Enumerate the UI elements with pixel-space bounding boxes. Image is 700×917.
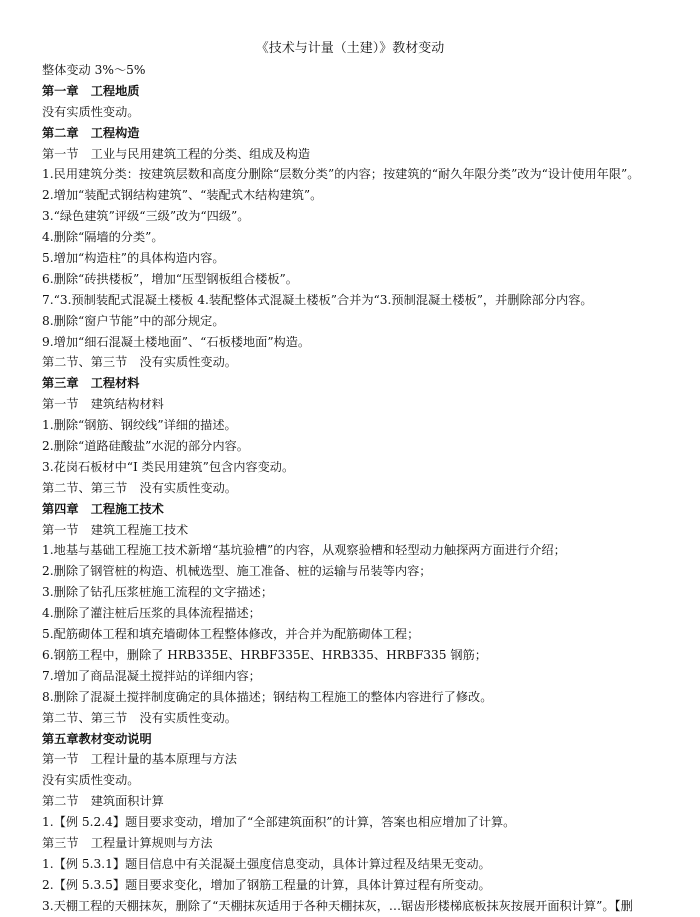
text-line: 6.钢筋工程中，删除了 HRB335E、HRBF335E、HRB335、HRBF335 钢筋； [42, 647, 487, 662]
text-line: 1.地基与基础工程施工技术新增“基坑验槽”的内容，从观察验槽和轻型动力触探两方面进行介绍； [42, 543, 566, 558]
section-heading: 第四章 工程施工技术 [42, 501, 164, 516]
text-line: 1.【例 5.2.4】题目要求变动，增加了“全部建筑面积”的计算，答案也相应增加了计算。 [42, 815, 516, 830]
text-line: 第二节、第三节 没有实质性变动。 [42, 480, 237, 495]
text-line: 第一节 工业与民用建筑工程的分类、组成及构造 [42, 146, 311, 161]
text-line: 第三节 工程量计算规则与方法 [42, 835, 213, 850]
text-line: 第二节、第三节 没有实质性变动。 [42, 710, 237, 725]
text-line: 没有实质性变动。 [42, 773, 140, 788]
text-line: 1.删除“钢筋、钢绞线”详细的描述。 [42, 418, 237, 433]
section-heading: 第二章 工程构造 [42, 125, 140, 140]
text-line: 1.【例 5.3.1】题目信息中有关混凝土强度信息变动，具体计算过程及结果无变动。 [42, 856, 491, 871]
text-line: 8.删除了混凝土搅拌制度确定的具体描述；钢结构工程施工的整体内容进行了修改。 [42, 689, 493, 704]
text-line: 第二节 建筑面积计算 [42, 794, 164, 809]
text-line: 6.删除“砖拱楼板”，增加“压型钢板组合楼板”。 [42, 271, 298, 286]
document-body [42, 81, 692, 917]
text-line: 3.删除了钻孔压浆桩施工流程的文字描述； [42, 585, 274, 600]
document-title: 《技术与计量（土建）》教材变动 [255, 41, 445, 56]
text-line: 7.增加了商品混凝土搅拌站的详细内容； [42, 668, 261, 683]
text-line: 8.删除“窗户节能”中的部分规定。 [42, 313, 225, 328]
text-line: 第一节 建筑工程施工技术 [42, 522, 189, 537]
text-line: 第一节 建筑结构材料 [42, 397, 164, 412]
overall-change-note: 整体变动 3%～5% [42, 63, 146, 77]
document-page [42, 38, 692, 917]
text-line: 第二节、第三节 没有实质性变动。 [42, 355, 237, 370]
text-line: 5.增加“构造柱”的具体构造内容。 [42, 251, 225, 266]
section-heading: 第一章 工程地质 [42, 83, 140, 98]
text-line: 9.增加“细石混凝土楼地面”、“石板楼地面”构造。 [42, 334, 311, 349]
text-line: 没有实质性变动。 [42, 104, 140, 119]
text-line: 3.天棚工程的天棚抹灰，删除了“天棚抹灰适用于各种天棚抹灰，…锯齿形楼梯底板抹灰按展开面积计算”。【删 [42, 898, 633, 913]
text-line: 2.【例 5.3.5】题目要求变化，增加了钢筋工程量的计算，具体计算过程有所变动。 [42, 877, 491, 892]
text-line: 第一节 工程计量的基本原理与方法 [42, 752, 237, 767]
text-line: 2.增加“装配式钢结构建筑”、“装配式木结构建筑”。 [42, 188, 323, 203]
text-line: 7.“3.预制装配式混凝土楼板 4.装配整体式混凝土楼板”合并为“3.预制混凝土楼板”，并删除部分内容。 [42, 292, 593, 307]
text-line: 1.民用建筑分类：按建筑层数和高度分删除“层数分类”的内容；按建筑的“耐久年限分类”改为“设计使用年限”。 [42, 167, 640, 182]
text-line: 3.“绿色建筑”评级“三级”改为“四级”。 [42, 209, 250, 224]
text-line: 3.花岗石板材中“I 类民用建筑”包含内容变动。 [42, 459, 295, 474]
text-line: 4.删除了灌注桩后压浆的具体流程描述； [42, 606, 261, 621]
section-heading: 第三章 工程材料 [42, 376, 140, 391]
text-line: 4.删除“隔墙的分类”。 [42, 230, 164, 245]
text-line: 2.删除“道路硅酸盐”水泥的部分内容。 [42, 439, 249, 454]
text-line: 2.删除了钢管桩的构造、机械选型、施工准备、桩的运输与吊装等内容； [42, 564, 432, 579]
text-line: 5.配筋砌体工程和填充墙砌体工程整体修改，并合并为配筋砌体工程； [42, 627, 420, 642]
section-heading: 第五章教材变动说明 [42, 731, 152, 746]
